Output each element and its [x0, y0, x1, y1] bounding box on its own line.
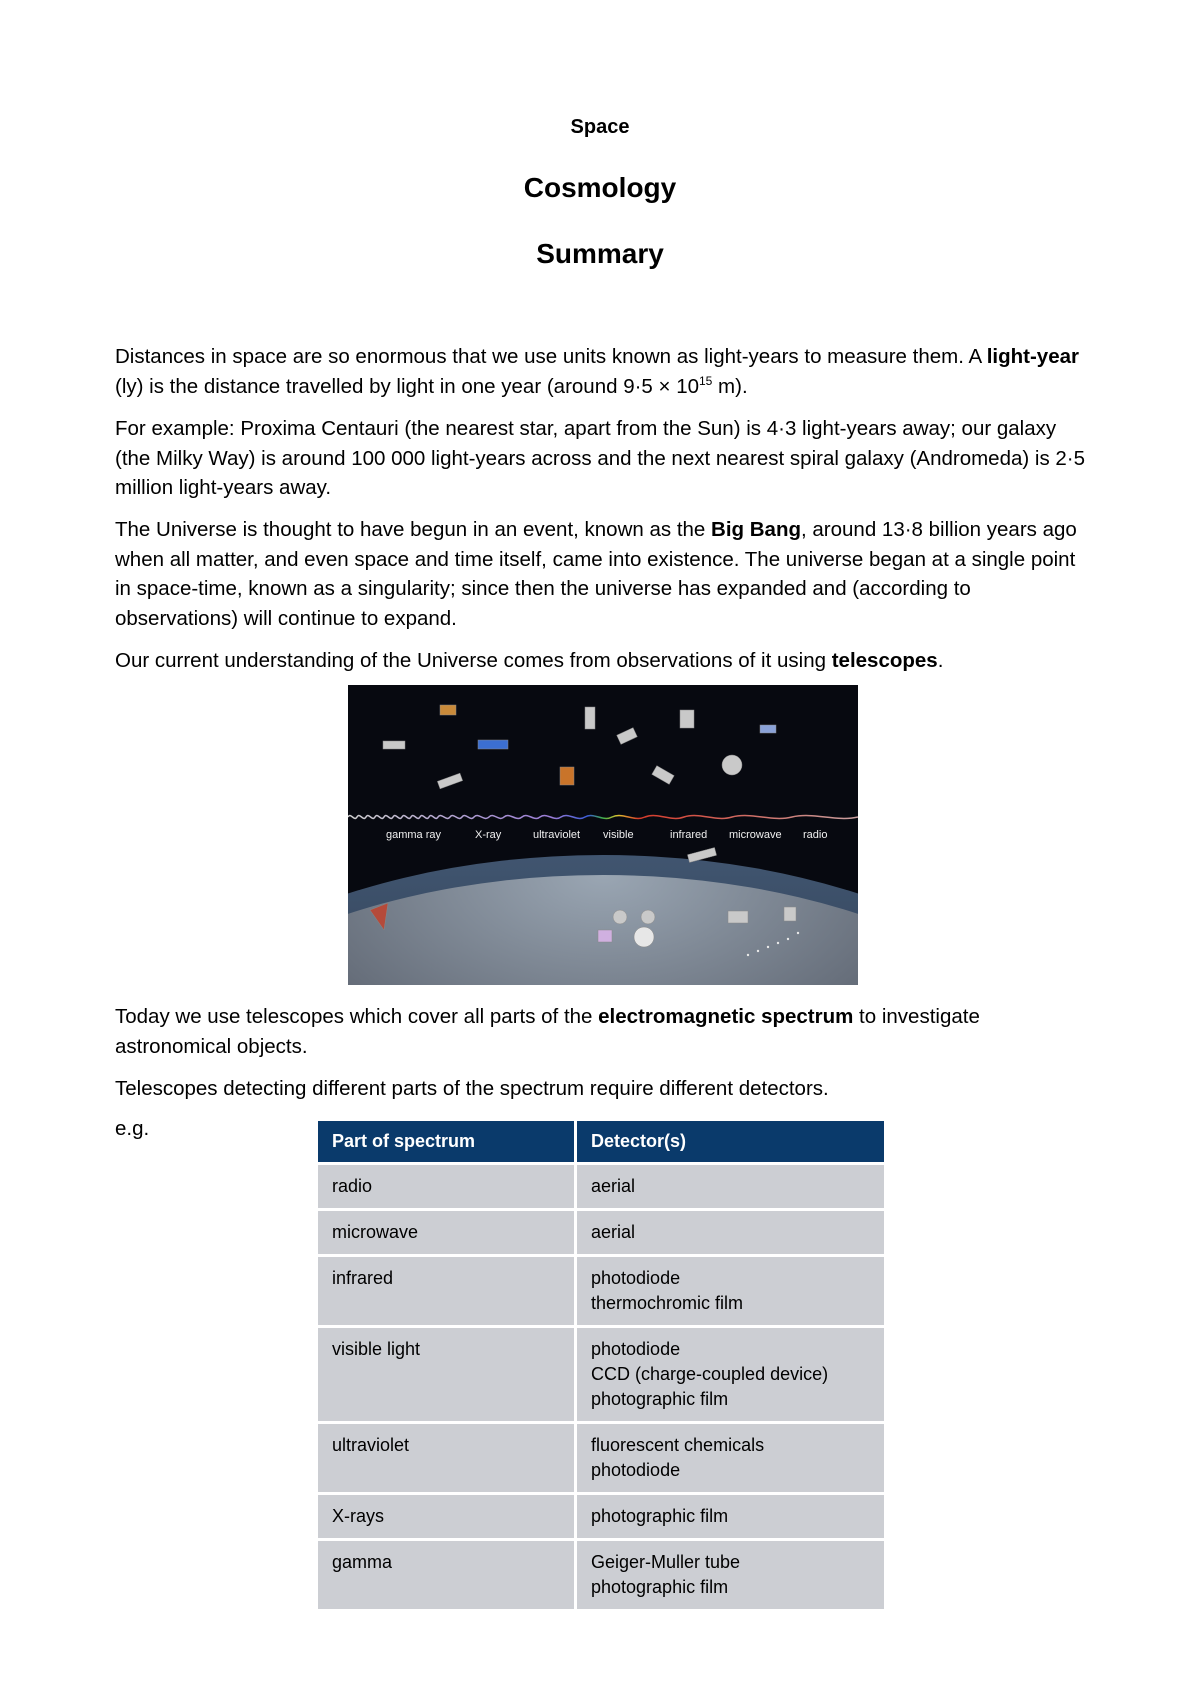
- detector-item: Geiger-Muller tube: [591, 1552, 741, 1572]
- spectrum-label: ultraviolet: [533, 829, 581, 841]
- bold-term: electromagnetic spectrum: [598, 1005, 854, 1028]
- text: m).: [712, 374, 748, 398]
- detector-cell: [577, 1541, 884, 1609]
- bold-term: light-year: [986, 345, 1079, 368]
- spectrum-label: infrared: [670, 829, 708, 841]
- spectrum-part-cell: visible light: [318, 1328, 574, 1421]
- spectrum-part-cell: radio: [318, 1165, 574, 1208]
- detector-item: photodiode: [591, 1339, 681, 1359]
- satellite-icon: [383, 741, 405, 749]
- text: Our current understanding of the Universe comes from observations of it using: [115, 649, 832, 672]
- paragraph-detectors: Telescopes detecting different parts of the spectrum require different detectors.: [115, 1077, 829, 1100]
- telescope-icon: [641, 910, 655, 924]
- spectrum-label: visible: [603, 829, 634, 841]
- text: to investigate astronomical objects.: [115, 1005, 980, 1058]
- table-row: [318, 1424, 884, 1492]
- telescope-icon: [728, 911, 748, 923]
- detector-item: CCD (charge-coupled device): [591, 1364, 829, 1384]
- detector-cell: [577, 1257, 884, 1325]
- detector-item: fluorescent chemicals: [591, 1435, 765, 1455]
- telescope-icon: [613, 910, 627, 924]
- spectrum-label: X-ray: [475, 829, 502, 841]
- text: The Universe is thought to have begun in an event, known as the: [115, 518, 712, 541]
- spectrum-part-cell: gamma: [318, 1541, 574, 1609]
- satellite-icon: [760, 725, 776, 733]
- detector-cell: [577, 1165, 884, 1208]
- spectrum-part-cell: X-rays: [318, 1495, 574, 1538]
- text: Today we use telescopes which cover all parts of the: [115, 1005, 599, 1028]
- spectrum-part-cell: infrared: [318, 1257, 574, 1325]
- table-row: [318, 1165, 884, 1208]
- spectrum-part-cell: ultraviolet: [318, 1424, 574, 1492]
- telescope-icon: [784, 907, 796, 921]
- eg-label: e.g.: [115, 1117, 150, 1140]
- bold-term: telescopes: [831, 649, 938, 672]
- text: Distances in space are so enormous that we use units known as light-years to measure them. A: [115, 345, 987, 368]
- detector-cell: [577, 1424, 884, 1492]
- paragraph-telescopes: [115, 646, 1095, 676]
- header-detectors: Detector(s): [577, 1121, 884, 1162]
- text: .: [937, 649, 944, 672]
- detector-item: aerial: [591, 1222, 636, 1242]
- detector-item: thermochromic film: [591, 1293, 744, 1313]
- detector-cell: [577, 1328, 884, 1421]
- header-part-of-spectrum: Part of spectrum: [318, 1121, 574, 1162]
- page-title: Cosmology: [523, 172, 677, 203]
- text: (ly) is the distance travelled by light in one year (around 9·5 × 10: [115, 374, 699, 398]
- space-scene-illustration: [348, 685, 858, 985]
- table-row: [318, 1211, 884, 1254]
- satellite-icon: [440, 705, 456, 715]
- satellite-icon: [722, 755, 742, 775]
- spectrum-label: radio: [803, 829, 828, 841]
- topic-heading: Space: [570, 116, 630, 138]
- table-row: [318, 1328, 884, 1421]
- exponent: 15: [699, 373, 713, 388]
- bold-term: Big Bang: [711, 518, 801, 541]
- table-row: [318, 1257, 884, 1325]
- table-header-row: [318, 1121, 884, 1162]
- spectrum-label: microwave: [729, 829, 782, 841]
- detector-cell: [577, 1495, 884, 1538]
- detector-cell: [577, 1211, 884, 1254]
- page-subtitle: Summary: [536, 238, 664, 269]
- detector-item: photographic film: [591, 1577, 729, 1597]
- paragraph-example-distances: For example: Proxima Centauri (the nearest star, apart from the Sun) is 4·3 light-years away; our galaxy (the Milky Way) is around 100 000 light-years across and the next nearest spiral galaxy (Andromeda) is 2·5 million light-years away.: [115, 417, 1086, 499]
- satellite-icon: [478, 740, 508, 749]
- detector-item: photodiode: [591, 1268, 681, 1288]
- text: , around 13·8 billion years ago when all matter, and even space and time itself, came into existence. The universe began at a single point in space-time, known as a singularity; since then the universe has expanded and (according to observations) will continue to expand.: [115, 518, 1077, 630]
- detector-item: photographic film: [591, 1506, 729, 1526]
- satellite-icon: [560, 767, 574, 785]
- paragraph-big-bang: [115, 515, 1095, 633]
- table-row: [318, 1541, 884, 1609]
- satellite-icon: [680, 710, 694, 728]
- telescopes-spectrum-image: [348, 685, 858, 985]
- table-row: [318, 1495, 884, 1538]
- detector-item: photographic film: [591, 1389, 729, 1409]
- paragraph-light-year: [115, 342, 1095, 401]
- detectors-table: [315, 1118, 887, 1612]
- spectrum-label: gamma ray: [386, 829, 442, 841]
- observatory-icon: [634, 927, 654, 947]
- detector-item: photodiode: [591, 1460, 681, 1480]
- telescope-icon: [598, 930, 612, 942]
- satellite-icon: [585, 707, 595, 729]
- paragraph-em-spectrum: [115, 1002, 1095, 1061]
- detector-item: aerial: [591, 1176, 636, 1196]
- spectrum-part-cell: microwave: [318, 1211, 574, 1254]
